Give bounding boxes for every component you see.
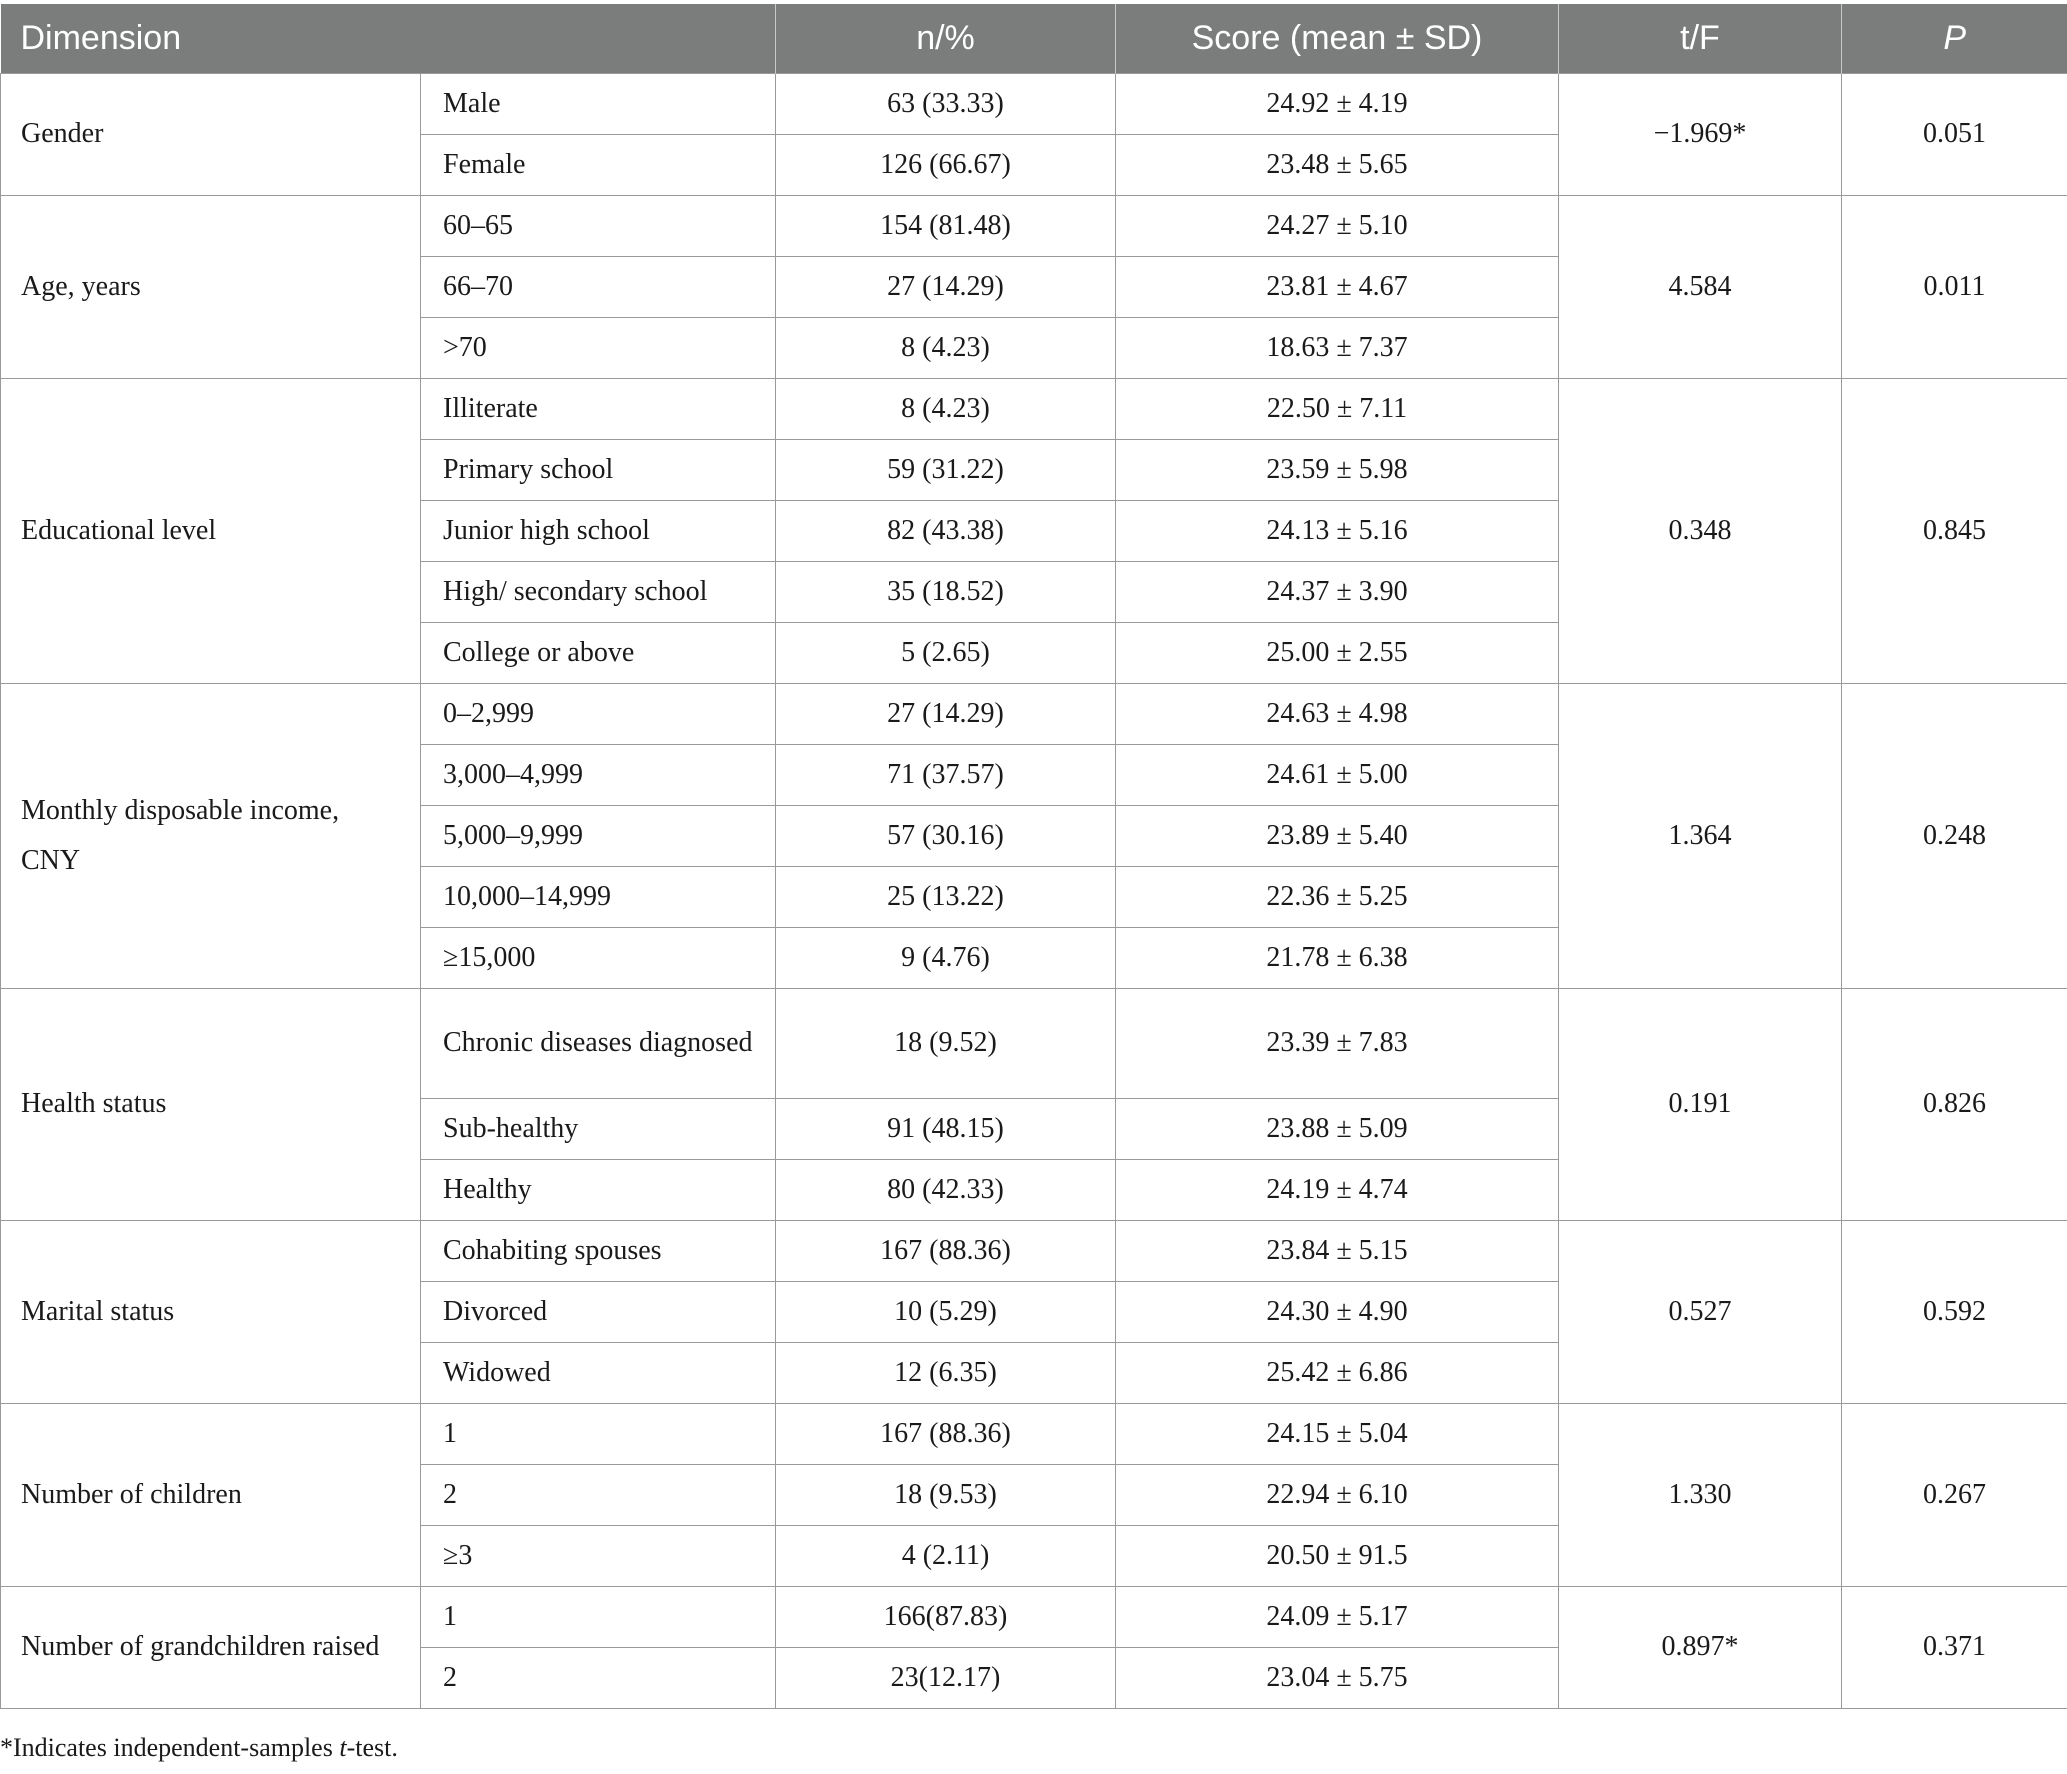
n-cell: 126 (66.67) [776, 134, 1116, 195]
table-row [1, 195, 2067, 256]
stat-cell: −1.969* [1559, 73, 1842, 195]
score-cell: 24.15 ± 5.04 [1116, 1403, 1559, 1464]
score-cell: 23.39 ± 7.83 [1116, 988, 1559, 1098]
score-cell: 23.81 ± 4.67 [1116, 256, 1559, 317]
category-cell: Healthy [421, 1159, 776, 1220]
table-row [1, 988, 2067, 1098]
score-cell: 24.27 ± 5.10 [1116, 195, 1559, 256]
dimension-cell: Gender [1, 73, 421, 195]
dimension-cell: Marital status [1, 1220, 421, 1403]
n-cell: 10 (5.29) [776, 1281, 1116, 1342]
n-cell: 8 (4.23) [776, 317, 1116, 378]
stat-cell: 0.527 [1559, 1220, 1842, 1403]
n-cell: 63 (33.33) [776, 73, 1116, 134]
score-cell: 24.37 ± 3.90 [1116, 561, 1559, 622]
header-dimension: Dimension [1, 4, 776, 73]
p-value-cell: 0.845 [1842, 378, 2067, 683]
category-cell: 1 [421, 1403, 776, 1464]
category-cell: Widowed [421, 1342, 776, 1403]
n-cell: 5 (2.65) [776, 622, 1116, 683]
score-cell: 23.84 ± 5.15 [1116, 1220, 1559, 1281]
n-cell: 166(87.83) [776, 1586, 1116, 1647]
category-cell: Divorced [421, 1281, 776, 1342]
p-value-cell: 0.267 [1842, 1403, 2067, 1586]
n-cell: 12 (6.35) [776, 1342, 1116, 1403]
table-row [1, 1586, 2067, 1647]
score-cell: 23.89 ± 5.40 [1116, 805, 1559, 866]
category-cell: Cohabiting spouses [421, 1220, 776, 1281]
p-value-cell: 0.051 [1842, 73, 2067, 195]
category-cell: 0–2,999 [421, 683, 776, 744]
n-cell: 9 (4.76) [776, 927, 1116, 988]
table-row [1, 1220, 2067, 1281]
n-cell: 57 (30.16) [776, 805, 1116, 866]
category-cell: ≥15,000 [421, 927, 776, 988]
score-cell: 24.92 ± 4.19 [1116, 73, 1559, 134]
n-cell: 35 (18.52) [776, 561, 1116, 622]
category-cell: 3,000–4,999 [421, 744, 776, 805]
n-cell: 23(12.17) [776, 1647, 1116, 1708]
n-cell: 80 (42.33) [776, 1159, 1116, 1220]
stat-cell: 1.330 [1559, 1403, 1842, 1586]
dimension-cell: Number of grandchildren raised [1, 1586, 421, 1708]
dimension-cell: Health status [1, 988, 421, 1220]
n-cell: 167 (88.36) [776, 1220, 1116, 1281]
score-cell: 23.88 ± 5.09 [1116, 1098, 1559, 1159]
category-cell: High/ secondary school [421, 561, 776, 622]
header-score: Score (mean ± SD) [1116, 4, 1559, 73]
p-value-cell: 0.826 [1842, 988, 2067, 1220]
category-cell: Sub-healthy [421, 1098, 776, 1159]
dimension-cell: Age, years [1, 195, 421, 378]
demographics-table [0, 4, 2067, 1709]
score-cell: 24.63 ± 4.98 [1116, 683, 1559, 744]
p-value-cell: 0.592 [1842, 1220, 2067, 1403]
category-cell: ≥3 [421, 1525, 776, 1586]
score-cell: 22.50 ± 7.11 [1116, 378, 1559, 439]
p-value-cell: 0.248 [1842, 683, 2067, 988]
table-body [1, 73, 2067, 1708]
category-cell: 5,000–9,999 [421, 805, 776, 866]
header-tf: t/F [1559, 4, 1842, 73]
dimension-cell: Number of children [1, 1403, 421, 1586]
header-p: P [1842, 4, 2067, 73]
table-row [1, 1403, 2067, 1464]
stat-cell: 0.191 [1559, 988, 1842, 1220]
n-cell: 25 (13.22) [776, 866, 1116, 927]
score-cell: 24.19 ± 4.74 [1116, 1159, 1559, 1220]
footnote-pre: *Indicates independent-samples [0, 1733, 340, 1762]
score-cell: 25.42 ± 6.86 [1116, 1342, 1559, 1403]
score-cell: 24.13 ± 5.16 [1116, 500, 1559, 561]
footnote-post: -test. [346, 1733, 398, 1762]
score-cell: 22.94 ± 6.10 [1116, 1464, 1559, 1525]
score-cell: 18.63 ± 7.37 [1116, 317, 1559, 378]
score-cell: 23.48 ± 5.65 [1116, 134, 1559, 195]
n-cell: 71 (37.57) [776, 744, 1116, 805]
category-cell: Illiterate [421, 378, 776, 439]
score-cell: 25.00 ± 2.55 [1116, 622, 1559, 683]
score-cell: 20.50 ± 91.5 [1116, 1525, 1559, 1586]
score-cell: 23.04 ± 5.75 [1116, 1647, 1559, 1708]
category-cell: 66–70 [421, 256, 776, 317]
category-cell: Chronic diseases diagnosed [421, 988, 776, 1098]
stat-cell: 0.897* [1559, 1586, 1842, 1708]
table-row [1, 378, 2067, 439]
table-row [1, 683, 2067, 744]
category-cell: 2 [421, 1464, 776, 1525]
n-cell: 59 (31.22) [776, 439, 1116, 500]
category-cell: 60–65 [421, 195, 776, 256]
n-cell: 82 (43.38) [776, 500, 1116, 561]
footnote-italic: t [339, 1733, 347, 1762]
p-value-cell: 0.011 [1842, 195, 2067, 378]
n-cell: 167 (88.36) [776, 1403, 1116, 1464]
n-cell: 18 (9.52) [776, 988, 1116, 1098]
stat-cell: 4.584 [1559, 195, 1842, 378]
score-cell: 23.59 ± 5.98 [1116, 439, 1559, 500]
category-cell: 10,000–14,999 [421, 866, 776, 927]
p-value-cell: 0.371 [1842, 1586, 2067, 1708]
dimension-cell: Educational level [1, 378, 421, 683]
category-cell: Primary school [421, 439, 776, 500]
score-cell: 21.78 ± 6.38 [1116, 927, 1559, 988]
stat-cell: 1.364 [1559, 683, 1842, 988]
score-cell: 22.36 ± 5.25 [1116, 866, 1559, 927]
score-cell: 24.09 ± 5.17 [1116, 1586, 1559, 1647]
header-row [1, 4, 2067, 73]
score-cell: 24.30 ± 4.90 [1116, 1281, 1559, 1342]
category-cell: Male [421, 73, 776, 134]
n-cell: 8 (4.23) [776, 378, 1116, 439]
category-cell: 2 [421, 1647, 776, 1708]
category-cell: >70 [421, 317, 776, 378]
dimension-cell: Monthly disposable income, CNY [1, 683, 421, 988]
table-row [1, 73, 2067, 134]
category-cell: Junior high school [421, 500, 776, 561]
n-cell: 4 (2.11) [776, 1525, 1116, 1586]
category-cell: Female [421, 134, 776, 195]
n-cell: 154 (81.48) [776, 195, 1116, 256]
n-cell: 91 (48.15) [776, 1098, 1116, 1159]
n-cell: 27 (14.29) [776, 683, 1116, 744]
table-container [0, 4, 2067, 1709]
n-cell: 27 (14.29) [776, 256, 1116, 317]
header-n: n/% [776, 4, 1116, 73]
stat-cell: 0.348 [1559, 378, 1842, 683]
n-cell: 18 (9.53) [776, 1464, 1116, 1525]
category-cell: 1 [421, 1586, 776, 1647]
category-cell: College or above [421, 622, 776, 683]
table-footnote [0, 1733, 398, 1763]
score-cell: 24.61 ± 5.00 [1116, 744, 1559, 805]
